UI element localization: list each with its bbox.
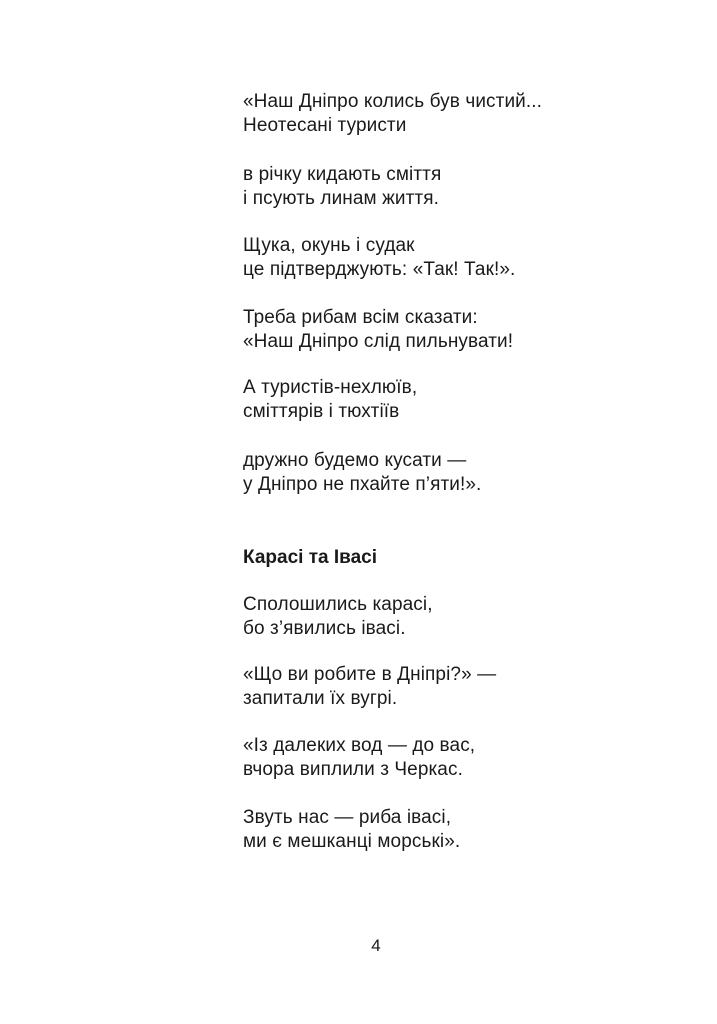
verse-line: це підтверджують: «Так! Так!». xyxy=(243,259,516,280)
verse-line: Щука, окунь і судак xyxy=(243,235,415,256)
verse-line: в річку кидають сміття xyxy=(243,164,442,185)
poem1-stanza-4 xyxy=(243,306,513,354)
verse-line: запитали їх вугрі. xyxy=(243,688,398,709)
verse-line: Сполошились карасі, xyxy=(243,594,433,615)
verse-line: «Що ви робите в Дніпрі?» — xyxy=(243,664,497,685)
verse-line: дружно будемо кусати — xyxy=(243,450,467,471)
poem1-stanza-1 xyxy=(243,90,542,138)
poem1-stanza-5 xyxy=(243,376,417,424)
poem1-stanza-2 xyxy=(243,163,441,211)
verse-line: «Наш Дніпро колись був чистий... xyxy=(243,91,543,112)
verse-line: Звуть нас — риба івасі, xyxy=(243,807,452,828)
verse-line: бо з’явились івасі. xyxy=(243,618,406,639)
poem2-stanza-4 xyxy=(243,806,460,854)
verse-line: Треба рибам всім сказати: xyxy=(243,307,478,328)
verse-line: Неотесані туристи xyxy=(243,115,407,136)
verse-line: у Дніпро не пхайте п’яти!». xyxy=(243,474,482,495)
verse-line: «Наш Дніпро слід пильнувати! xyxy=(243,331,514,352)
poem-title: Карасі та Івасі xyxy=(243,547,377,568)
poem2-stanza-2 xyxy=(243,663,496,711)
verse-line: сміттярів і тюхтіїв xyxy=(243,401,400,422)
verse-line: вчора виплили з Черкас. xyxy=(243,759,463,780)
poem2-stanza-1 xyxy=(243,593,433,641)
verse-line: ми є мешканці морські». xyxy=(243,831,461,852)
poem1-stanza-6 xyxy=(243,449,481,497)
page-number: 4 xyxy=(371,936,381,955)
poem1-stanza-3 xyxy=(243,234,515,282)
verse-line: А туристів-нехлюїв, xyxy=(243,377,418,398)
poem2-stanza-3 xyxy=(243,734,475,782)
verse-line: «Із далеких вод — до вас, xyxy=(243,735,476,756)
verse-line: і псують линам життя. xyxy=(243,188,439,209)
